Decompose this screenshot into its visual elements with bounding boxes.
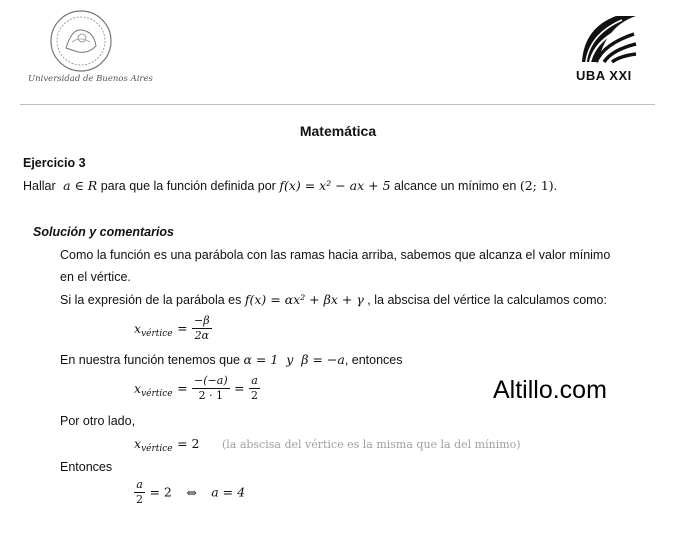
equation-vertex-value — [134, 435, 521, 454]
p2-prefix: Si la expresión de la parábola es — [60, 293, 242, 307]
equation-vertex-formula: $x_{vértice}$ = $\frac{-\beta}{2\alpha}$ — [134, 314, 210, 342]
equation-result — [134, 478, 245, 507]
uba-xxi-label: UBA XXI — [576, 68, 632, 83]
solution-paragraph-5: Entonces — [60, 460, 113, 474]
eq3-lhs: $x_{vértice}$ — [134, 436, 173, 454]
exercise-statement — [23, 178, 557, 194]
eq2-fraction-2: $\frac{a}{2}$ — [251, 374, 258, 402]
eq4-iff: ⇔ — [186, 484, 197, 500]
university-seal-logo — [42, 8, 120, 74]
eq4-rhs: = 2 — [149, 484, 172, 500]
eq4-fraction: $\frac{a}{2}$ — [136, 478, 143, 506]
solution-paragraph-1-line-1: Como la función es una parábola con las ramas hacia arriba, sabemos que alcanza el valor mínimo — [60, 248, 611, 262]
statement-variable: a ∈ R — [63, 178, 98, 193]
uba-xxi-logo — [576, 12, 640, 68]
solution-heading: Solución y comentarios — [33, 225, 175, 239]
p2-suffix: , la abscisa del vértice la calculamos como: — [367, 293, 607, 307]
eq2-fraction-1: $\frac{-(-a)}{2 \cdot 1}$ — [194, 374, 228, 402]
header-divider — [20, 104, 655, 105]
watermark: Altillo.com — [493, 376, 607, 404]
statement-function: f(x) = x² − ax + 5 — [279, 178, 391, 193]
eq3-note: (la abscisa del vértice es la misma que la del mínimo) — [221, 438, 521, 451]
statement-mid: para que la función definida por — [100, 179, 276, 193]
statement-prefix: Hallar — [23, 179, 56, 193]
p3-suffix: , entonces — [344, 353, 403, 367]
p3-formula: α = 1 y β = −a — [243, 352, 345, 367]
p2-formula: f(x) = αx² + βx + γ — [244, 292, 364, 307]
eq1-lhs: $x_{vértice}$ — [134, 320, 173, 339]
eq2-lhs: $x_{vértice}$ — [134, 380, 173, 399]
solution-paragraph-1-line-2: en el vértice. — [60, 270, 131, 284]
statement-point: (2; 1) — [519, 178, 554, 193]
university-caption: Universidad de Buenos Aires — [28, 74, 153, 84]
page-title: Matemática — [299, 123, 377, 139]
statement-end: . — [553, 179, 558, 193]
solution-paragraph-3 — [60, 352, 403, 368]
solution-paragraph-4: Por otro lado, — [60, 414, 136, 428]
eq4-result: a = 4 — [211, 484, 246, 500]
eq3-value: = 2 — [177, 436, 200, 451]
p3-prefix: En nuestra función tenemos que — [60, 353, 240, 367]
exercise-heading: Ejercicio 3 — [23, 156, 86, 170]
eq1-fraction: $\frac{-\beta}{2\alpha}$ — [194, 314, 210, 342]
equation-vertex-substitution: $x_{vértice}$ = $\frac{-(-a)}{2 \cdot 1}$ = $\frac{a}{2}$ — [134, 374, 258, 402]
statement-mid2: alcance un mínimo en — [394, 179, 517, 193]
solution-paragraph-2 — [60, 292, 607, 308]
